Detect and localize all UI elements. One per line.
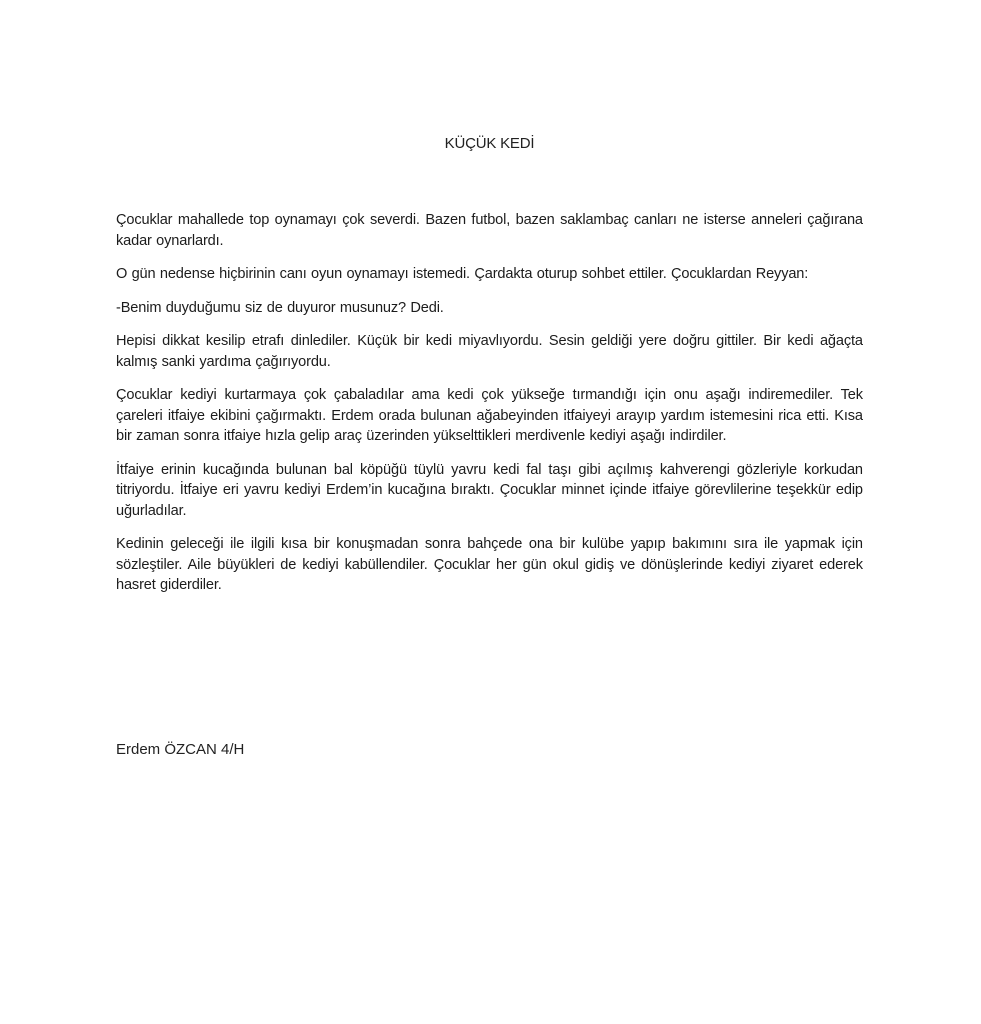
paragraph: -Benim duyduğumu siz de duyuror musunuz? Dedi. xyxy=(116,298,444,316)
paragraph: Çocuklar kediyi kurtarmaya çok çabaladılar ama kedi çok yükseğe tırmandığı için onu aşağı indiremediler. Tek çareleri itfaiye ekibini çağırmaktı. Erdem orada bulunan ağabeyinden itfaiyeyi arayıp yardım istemesini rica etti. Kısa bir zaman sonra itfaiye hızla gelip araç üzerinden yükselttikleri merdivenle kediyi aşağı indirdiler. xyxy=(116,386,863,444)
author-signature: Erdem ÖZCAN 4/H xyxy=(116,741,245,758)
paragraph: Çocuklar mahallede top oynamayı çok severdi. Bazen futbol, bazen saklambaç canları ne isterse anneleri çağırana kadar oynarlardı. xyxy=(116,211,863,249)
paragraph: Hepisi dikkat kesilip etrafı dinlediler. Küçük bir kedi miyavlıyordu. Sesin geldiği yere doğru gittiler. Bir kedi ağaçta kalmış sanki yardıma çağırıyordu. xyxy=(116,332,863,370)
document-body xyxy=(116,210,863,609)
paragraph: O gün nedense hiçbirinin canı oyun oynamayı istemedi. Çardakta oturup sohbet ettiler. Çocuklardan Reyyan: xyxy=(116,265,809,282)
document-title: KÜÇÜK KEDİ xyxy=(444,135,535,152)
paragraph: İtfaiye erinin kucağında bulunan bal köpüğü tüylü yavru kedi fal taşı gibi açılmış kahverengi gözleriyle korkudan titriyordu. İtfaiye eri yavru kediyi Erdem’in kucağına bıraktı. Çocuklar minnet içinde itfaiye görevlilerine teşekkür edip uğurladılar. xyxy=(116,460,863,519)
paragraph: Kedinin geleceği ile ilgili kısa bir konuşmadan sonra bahçede ona bir kulübe yapıp bakımını sıra ile yapmak için sözleştiler. Aile büyükleri de kediyi kabüllendiler. Çocuklar her gün okul gidiş ve dönüşlerinde kediyi ziyaret ederek hasret giderdiler. xyxy=(116,535,863,593)
